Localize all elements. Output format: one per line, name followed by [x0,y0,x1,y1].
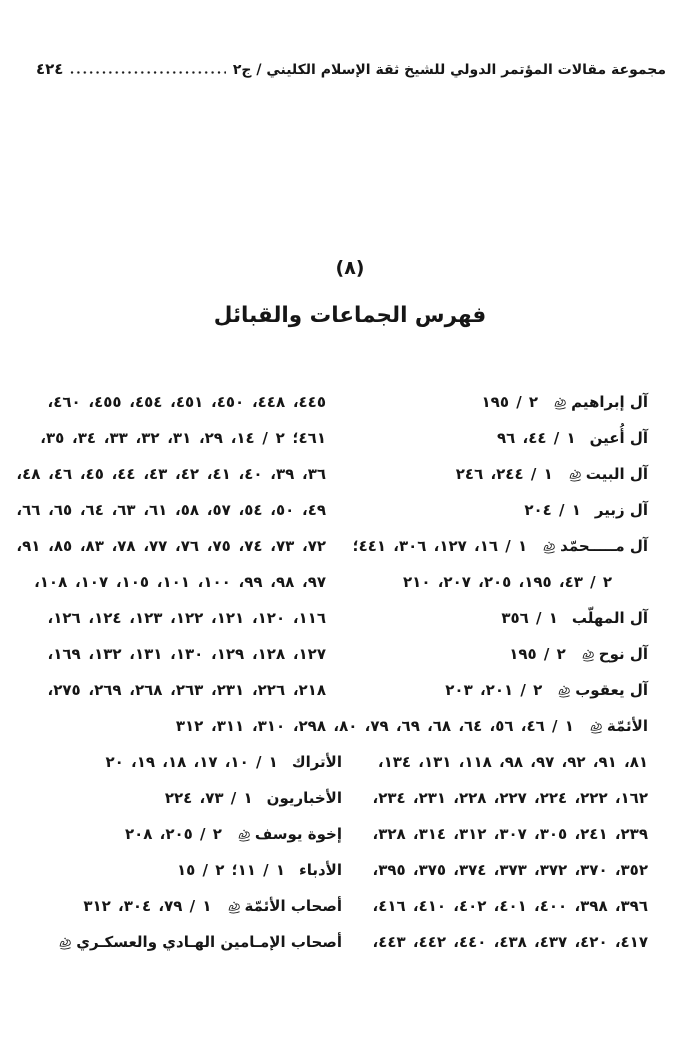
dotted-leader [70,70,225,75]
index-entry [350,420,652,456]
index-entry [350,600,652,636]
entry-name: الأتراك [291,753,342,771]
index-entry-continuation [350,780,652,816]
entry-name: آل زبير [594,501,648,519]
index-entry-continuation [33,564,342,600]
entry-page-refs-continuation: ٨١، ٩١، ٩٢، ٩٧، ٩٨، ١١٨، ١٣١، ١٣٤، [377,753,648,771]
entry-name: آل مـــــحمّد [560,537,648,555]
honorific-icon [227,901,242,914]
entry-name: آل نوح [598,645,648,663]
entry-page-refs-continuation: ٤٤٥، ٤٤٨، ٤٥٠، ٤٥١، ٤٥٤، ٤٥٥، ٤٦٠، [47,393,326,411]
entry-page-refs-continuation: ٤١٧، ٤٢٠، ٤٣٧، ٤٣٨، ٤٤٠، ٤٤٢، ٤٤٣، [372,933,648,951]
running-head-title: مجموعة مقالات المؤتمر الدولي للشيخ ثقة الإسلام الكليني / ج٢ [232,62,666,78]
entry-page-refs: ١ / ١٠، ١٧، ١٨، ١٩، ٢٠ [105,753,278,771]
entry-name: الأخباريون [266,789,342,807]
entry-page-refs-continuation: ٤٦١؛ ٢ / ١٤، ٢٩، ٣١، ٣٢، ٣٣، ٣٤، ٣٥، [40,429,326,447]
entry-name: أصحاب الأئمّة [244,897,342,915]
entry-page-refs: ٢ / ١٩٥ [481,393,539,411]
index-entry [33,816,342,852]
index-entry-continuation [33,672,342,708]
entry-page-refs-continuation: ١٢٧، ١٢٨، ١٢٩، ١٣٠، ١٣١، ١٣٢، ١٦٩، [47,645,326,663]
entry-page-refs-continuation: ٣٦، ٣٩، ٤٠، ٤١، ٤٢، ٤٣، ٤٤، ٤٥، ٤٦، ٤٨، [16,465,326,483]
honorific-icon [542,541,557,554]
index-entry [350,384,652,420]
index-entry [333,708,652,744]
index-entry-continuation [16,492,342,528]
entry-page-refs-continuation: ٢١٨، ٢٢٦، ٢٣١، ٢٦٣، ٢٦٨، ٢٦٩، ٢٧٥، [47,681,326,699]
index-entry [33,780,342,816]
honorific-icon [58,937,73,950]
index-entry [350,492,652,528]
honorific-icon [581,649,596,662]
section-number: (٨) [335,257,365,279]
index-entry-continuation [350,564,652,600]
entry-page-refs: ١ / ١٦، ١٢٧، ٣٠٦، ٤٤١؛ [352,537,528,555]
entry-page-refs: ١ / ٤٤، ٩٦ [496,429,576,447]
entry-name: إخوة يوسف [254,825,342,843]
index-entry-continuation [16,456,342,492]
page-number: ٤٢٤ [36,60,64,78]
entry-page-refs: ١ / ٤٦، ٥٦، ٦٤، ٦٨، ٦٩، ٧٩، ٨٠، [333,717,574,735]
index-entry-continuation [350,744,652,780]
index-column-left [16,384,342,960]
index-entry [33,852,342,888]
index-entry [350,636,652,672]
index-entry [350,672,652,708]
entry-page-refs: ١ / ٧٣، ٢٢٤ [164,789,253,807]
entry-page-refs-continuation: ٢ / ٤٣، ١٩٥، ٢٠٥، ٢٠٧، ٢١٠ [403,573,612,591]
index-entry-continuation [350,816,652,852]
entry-page-refs: ٢ / ٢٠٥، ٢٠٨ [124,825,222,843]
entry-page-refs-continuation: ٢٣٩، ٢٤١، ٣٠٥، ٣٠٧، ٣١٢، ٣١٤، ٣٢٨، [372,825,648,843]
running-head [36,60,666,78]
index-entry-continuation [33,708,342,744]
entry-page-refs-continuation: ٩٧، ٩٨، ٩٩، ١٠٠، ١٠١، ١٠٥، ١٠٧، ١٠٨، [34,573,326,591]
entry-name: أصحاب الإمـامين الهـادي والعسكـري [76,933,342,951]
index-entry-continuation [350,888,652,924]
index-entry [33,888,342,924]
entry-page-refs-continuation: ٣٥٢، ٣٧٠، ٣٧٢، ٣٧٣، ٣٧٤، ٣٧٥، ٣٩٥، [372,861,648,879]
section-title: فهرس الجماعات والقبائل [213,303,487,328]
index-entry-continuation [350,924,652,960]
index-entry-continuation [33,384,342,420]
honorific-icon [237,829,252,842]
entry-name: آل يعقوب [575,681,648,699]
honorific-icon [568,469,583,482]
index-entry [350,528,652,564]
index-entry-continuation [33,600,342,636]
honorific-icon [557,685,572,698]
entry-page-refs: ١ / ٧٩، ٣٠٤، ٣١٢ [83,897,212,915]
entry-name: آل المهلّب [571,609,648,627]
entry-page-refs-continuation: ١١٦، ١٢٠، ١٢١، ١٢٢، ١٢٣، ١٢٤، ١٢٦، [47,609,326,627]
index-entry [33,924,342,960]
entry-page-refs-continuation: ٧٢، ٧٣، ٧٤، ٧٥، ٧٦، ٧٧، ٧٨، ٨٣، ٨٥، ٩١، [16,537,326,555]
index-entry [350,456,652,492]
index-entry-continuation [33,420,342,456]
entry-name: الأئمّة [606,717,648,735]
index-entry-continuation [350,852,652,888]
entry-page-refs: ١ / ٢٠٤ [524,501,581,519]
entry-page-refs-continuation: ٣٩٦، ٣٩٨، ٤٠٠، ٤٠١، ٤٠٢، ٤١٠، ٤١٦، [372,897,648,915]
entry-page-refs: ٢ / ٢٠١، ٢٠٣ [445,681,543,699]
entry-name: آل إبراهيم [571,393,648,411]
entry-name: آل أُعين [589,429,648,447]
entry-name: آل البيت [585,465,648,483]
entry-page-refs-continuation: ٤٩، ٥٠، ٥٤، ٥٧، ٥٨، ٦١، ٦٣، ٦٤، ٦٥، ٦٦، [16,501,326,519]
entry-page-refs: ١ / ٢٤٤، ٢٤٦ [455,465,553,483]
honorific-icon [553,397,568,410]
entry-name: الأدباء [299,861,342,879]
entry-page-refs: ١ / ٣٥٦ [501,609,558,627]
entry-page-refs-continuation: ١٦٢، ٢٢٢، ٢٢٤، ٢٢٧، ٢٢٨، ٢٣١، ٢٣٤، [372,789,648,807]
index-entry [33,744,342,780]
entry-page-refs-continuation: ٢٩٨، ٣١٠، ٣١١، ٣١٢ [175,717,326,735]
entry-page-refs: ١ / ١١؛ ٢ / ١٥ [177,861,286,879]
entry-page-refs: ٢ / ١٩٥ [509,645,566,663]
honorific-icon [589,721,604,734]
index-entry-continuation [33,636,342,672]
index-column-right [333,384,652,960]
index-entry-continuation [16,528,342,564]
